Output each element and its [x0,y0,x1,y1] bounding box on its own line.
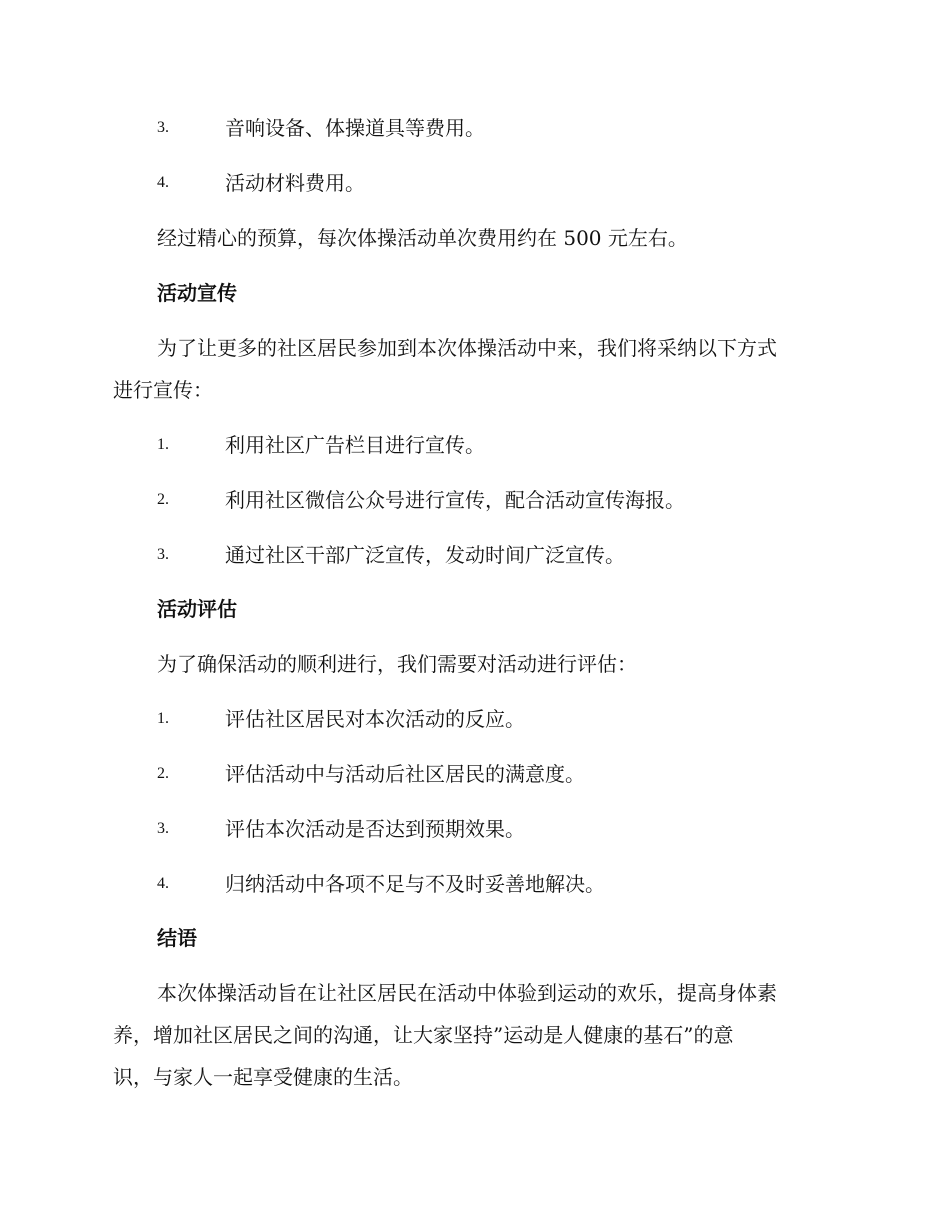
list-number: 3. [157,820,169,837]
section-heading-promotion: 活动宣传 [157,281,237,305]
list-item: 音响设备、体操道具等费用。 [225,116,485,140]
list-number: 3. [157,119,169,136]
budget-summary: 经过精心的预算，每次体操活动单次费用约在 500 元左右。 [157,226,688,250]
list-number: 4. [157,174,169,191]
promotion-intro: 为了让更多的社区居民参加到本次体操活动中来，我们将采纳以下方式 [157,336,777,360]
list-item: 评估活动中与活动后社区居民的满意度。 [225,762,585,786]
list-item: 利用社区广告栏目进行宣传。 [225,433,485,457]
section-heading-evaluation: 活动评估 [157,597,237,621]
list-number: 1. [157,710,169,727]
list-item: 归纳活动中各项不足与不及时妥善地解决。 [225,872,605,896]
list-number: 4. [157,875,169,892]
list-item: 利用社区微信公众号进行宣传，配合活动宣传海报。 [225,488,685,512]
list-item: 活动材料费用。 [225,171,365,195]
conclusion-text: 本次体操活动旨在让社区居民在活动中体验到运动的欢乐，提高身体素 [157,981,777,1005]
list-item: 评估社区居民对本次活动的反应。 [225,707,525,731]
list-number: 2. [157,765,169,782]
promotion-intro-cont: 进行宣传： [113,378,213,402]
list-number: 3. [157,546,169,563]
list-number: 1. [157,436,169,453]
list-item: 通过社区干部广泛宣传，发动时间广泛宣传。 [225,543,625,567]
list-number: 2. [157,491,169,508]
list-item: 评估本次活动是否达到预期效果。 [225,817,525,841]
section-heading-conclusion: 结语 [157,926,197,950]
evaluation-intro: 为了确保活动的顺利进行，我们需要对活动进行评估： [157,652,637,676]
conclusion-text-cont: 养，增加社区居民之间的沟通，让大家坚持”运动是人健康的基石”的意 [113,1023,734,1047]
conclusion-text-cont: 识，与家人一起享受健康的生活。 [113,1065,413,1089]
